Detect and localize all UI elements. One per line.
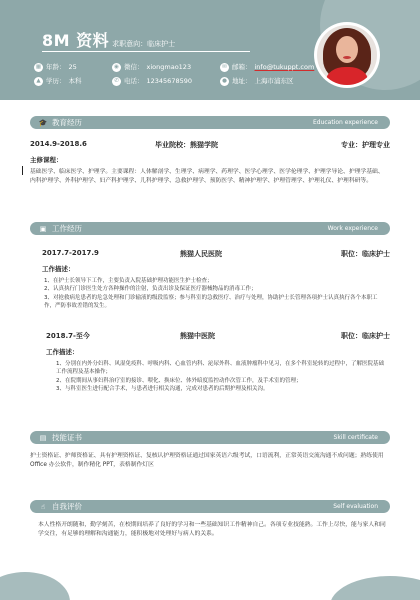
job-org: 熊猫中医院 (180, 332, 215, 340)
job-org: 熊猫人民医院 (180, 250, 222, 258)
section-title: 教育经历 (52, 118, 82, 127)
section-title-en: Education experience (312, 119, 378, 126)
skills-section-bar (30, 431, 390, 444)
section-title-en: Self evaluation (333, 503, 378, 510)
email-item (220, 62, 314, 72)
job-desc-list-1 (44, 277, 384, 311)
job-date: 2017.7-2017.9 (42, 249, 99, 257)
phone-item (112, 76, 220, 86)
job-row-2 (46, 331, 390, 341)
list-item: 2、在院期间从事妇科治疗室的接诊、喂化、换床位、体外暗度监控动作次管工作，及手术室的管理； (56, 377, 302, 384)
graduation-cap-icon: ▲ (34, 77, 43, 86)
thumbs-up-icon: ☝ (40, 502, 46, 511)
briefcase-icon: ▣ (39, 224, 47, 233)
wechat-item (112, 62, 220, 72)
title-divider (42, 51, 250, 52)
list-item: 3、与科室医生进行配合手术，与患者进行相关沟通，完成对患者的后期护理及相关沟。 (56, 386, 269, 393)
email-label: 邮箱： (232, 63, 252, 71)
section-title: 工作经历 (52, 224, 82, 233)
education-date: 2014.9-2018.6 (30, 140, 87, 148)
info-row-1 (34, 62, 314, 72)
self-section-bar (30, 500, 390, 513)
education-row (30, 140, 390, 150)
info-row-2 (34, 76, 294, 86)
profile-photo-frame (314, 22, 380, 88)
text-cursor (22, 166, 23, 175)
phone-icon: ✆ (112, 77, 121, 86)
profile-photo (317, 25, 377, 85)
phone-value: 12345678590 (146, 77, 192, 85)
courses-text: 基础医学、临床医学、护理学。主要课程：人体解剖学、生理学、病理学、药理学、医学心理学、医学伦理学、护理学导论、护理学基础、内科护理学、外科护理学、妇产科护理学、儿科护理学、急救护理学、预防医学、精神护理学、护理管理学、护理礼仪、护理科研等。 (30, 169, 384, 185)
section-title-en: Skill certificate (333, 434, 378, 441)
email-value[interactable]: info@tukuppt.com (254, 63, 315, 71)
job-position: 职位：临床护士 (341, 332, 390, 340)
education-label: 学历： (46, 77, 66, 85)
courses-label: 主修课程： (30, 156, 63, 164)
work-section-bar (30, 222, 390, 235)
phone-label: 电话： (124, 77, 144, 85)
education-major: 专业：护理专业 (341, 141, 390, 149)
email-icon: ✉ (220, 63, 229, 72)
education-section-bar (30, 116, 390, 129)
list-item: 2、认真执行门诊医生处方各种操作的注射，负责出诊及保证医疗器械物品的消毒工作； (44, 286, 257, 293)
wechat-value: xiongmao123 (146, 63, 192, 71)
graduation-cap-icon: 🎓 (38, 118, 48, 127)
list-item: 3、对抢救病危患者的危急处理和门诊输液的级段监察；参与科室的急救医疗、治疗与处理，协助护士长管理各项护士认真执行各个本职工作，严防事故差错的发生。 (44, 294, 378, 310)
wechat-label: 微信： (124, 63, 144, 71)
job-date: 2018.7-至今 (46, 332, 90, 340)
self-text: 本人性格开朗随和，勤学刻苦，在校期间培养了良好的学习和一些基础知识工作精神自己。各项专业技能熟。工作上尽快，能与家人和同学交往，有足够的理解和沟通能力，能积极地对处理好与病人的关系。 (38, 522, 386, 538)
location-pin-icon: ● (220, 77, 229, 86)
list-item: 1、在护士长领导下工作，主要负责入院基础护理功能医生护士检查； (44, 278, 213, 284)
education-item (34, 76, 112, 86)
job-desc-list-2 (56, 360, 386, 394)
title-row (42, 28, 175, 51)
section-title: 自我评价 (52, 502, 82, 511)
section-title: 技能证书 (52, 433, 82, 442)
job-position: 职位：临床护士 (341, 250, 390, 258)
job-intent: 求职意向：临床护士 (112, 40, 176, 48)
address-item (220, 76, 294, 86)
certificate-icon: ▤ (39, 433, 47, 442)
age-item (34, 62, 112, 72)
address-label: 地址： (232, 77, 252, 85)
section-title-en: Work experience (327, 225, 378, 232)
resume-name: 8M 资料 (42, 31, 110, 50)
education-school: 毕业院校：熊猫学院 (155, 141, 218, 149)
list-item: 1、分别在内外分妇科、风湿免疫科、呼吸内科、心血管内科、泌尿外科、血液肿瘤科中见习，在多个科室轮转的过程中，了解医院基础工作流程及基本操作； (56, 361, 385, 376)
age-value: 25 (68, 63, 77, 71)
education-value: 本科 (68, 77, 82, 85)
job-row-1 (42, 249, 390, 259)
job-desc-label: 工作描述： (46, 348, 79, 356)
calendar-icon: ▦ (35, 64, 42, 70)
job-desc-label: 工作描述： (42, 265, 75, 273)
address-value: 上海市浦东区 (254, 77, 294, 85)
wechat-icon: ◉ (112, 63, 121, 72)
skills-text: 护士资格证、护师资格证、具有护理资格证、复核认护理资格证通过国家英语六级考试，口语流利，正常英语交流沟通不成问题；熟练使用 Office 办公软件，制作精化 PPT，表格制作灯区 (30, 453, 384, 469)
age-label: 年龄： (46, 63, 66, 71)
footer-decoration (0, 572, 420, 600)
